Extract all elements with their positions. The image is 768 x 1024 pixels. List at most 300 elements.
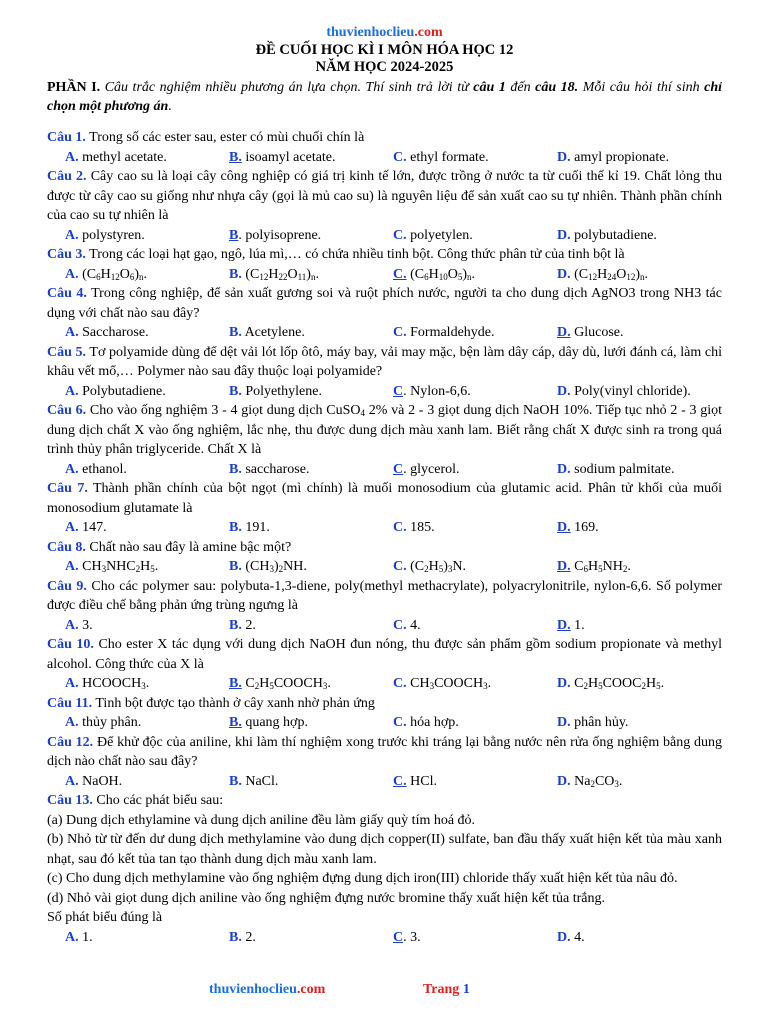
option-letter: C. xyxy=(393,559,407,574)
formula-text: (C xyxy=(82,266,97,282)
option-letter: B. xyxy=(229,149,242,165)
option-letter: B. xyxy=(229,676,242,691)
options-2 xyxy=(47,226,722,246)
formula-subscript: 5 xyxy=(457,271,463,282)
formula-text: . xyxy=(315,266,319,282)
option-b[interactable] xyxy=(229,226,393,246)
option-letter: D. xyxy=(557,383,571,399)
formula-subscript: 3 xyxy=(141,681,146,691)
site-name: thuvienhoclieu xyxy=(326,25,415,40)
question-6 xyxy=(47,401,722,460)
instr-bold: chỉ chọn một phương án xyxy=(47,80,723,114)
formula-subscript: 22 xyxy=(278,271,288,282)
formula-text: N. xyxy=(452,559,467,574)
option-d[interactable] xyxy=(557,674,722,694)
option-d[interactable] xyxy=(557,323,722,343)
option-letter: D. xyxy=(557,929,571,945)
option-text: 3. xyxy=(78,617,93,633)
option-b[interactable] xyxy=(229,928,393,948)
statement-c xyxy=(47,869,722,889)
option-text: Saccharose. xyxy=(78,325,149,340)
options-13 xyxy=(47,928,722,948)
formula-text: ) xyxy=(443,559,448,574)
option-b[interactable] xyxy=(229,713,393,733)
question-label: Câu 5. xyxy=(47,344,87,360)
formula-subscript: 2 xyxy=(424,564,429,574)
option-text: 1. xyxy=(570,617,585,633)
option-text: 191. xyxy=(241,520,270,535)
options-5 xyxy=(47,382,722,402)
option-letter: B. xyxy=(229,929,242,945)
option-letter: C xyxy=(393,461,404,477)
option-text: 2. xyxy=(241,617,256,633)
option-text: Polyethylene. xyxy=(241,383,322,399)
question-text: Trong công nghiệp, để sản xuất gương soi và ruột phích nước, người ta cho dung dịch AgNO3 trong NH3 tác dụng với chất nào sau đây? xyxy=(47,286,722,321)
option-c[interactable] xyxy=(393,382,557,402)
option-letter: A. xyxy=(65,929,79,945)
question-text: Tinh bột được tạo thành ở cây xanh nhờ phản ứng xyxy=(92,695,375,711)
page-indicator xyxy=(423,982,470,998)
option-letter: C. xyxy=(393,520,407,535)
option-text: saccharose. xyxy=(241,461,310,477)
option-text: phân hủy. xyxy=(570,715,629,730)
question-4 xyxy=(47,284,722,323)
option-text: ethanol. xyxy=(78,461,127,477)
options-6 xyxy=(47,460,722,480)
option-d[interactable] xyxy=(557,928,722,948)
formula-subscript: 3 xyxy=(101,564,107,574)
question-text: Tơ polyamide dùng để dệt vải lót lốp ôtô, máy bay, vải may mặc, bện làm dây cáp, dây dù, lưới đánh cá, làm chỉ khâu vết mổ,… Polymer nào sau đây thuộc loại polyamide? xyxy=(47,344,722,379)
question-ask: Số phát biểu đúng là xyxy=(47,910,163,925)
option-formula xyxy=(571,774,623,789)
formula-subscript: n xyxy=(310,271,316,282)
option-c[interactable] xyxy=(393,226,557,246)
statement-b: (b) Nhỏ từ từ đến dư dung dịch methylamine vào dung dịch copper(II) sulfate, ban đầu thấy xuất hiện kết tủa màu xanh nhạt, sau đó kết tủa tan tạo thành dung dịch màu xanh lam. xyxy=(47,832,722,867)
formula-text: . xyxy=(627,559,631,574)
option-c[interactable] xyxy=(393,616,557,636)
question-text: Trong các loại hạt gạo, ngô, lúa mì,… có chứa nhiều tinh bột. Công thức phân tử của tinh bột là xyxy=(85,247,625,262)
option-a[interactable] xyxy=(65,148,229,168)
question-label: Câu 9. xyxy=(47,578,87,594)
option-formula xyxy=(571,676,665,691)
formula-text: C xyxy=(570,559,584,574)
option-text: quang hợp. xyxy=(241,715,308,730)
formula-subscript: 10 xyxy=(438,271,448,282)
statement-d: (d) Nhỏ vài giọt dung dịch aniline vào ống nghiệm đựng nước bromine thấy xuất hiện kết tủa trắng. xyxy=(47,890,605,906)
question-text: Trong số các ester sau, ester có mùi chuối chín là xyxy=(85,130,365,145)
option-a[interactable] xyxy=(65,616,229,636)
option-letter: D. xyxy=(557,715,571,730)
option-d[interactable] xyxy=(557,518,722,538)
formula-subscript: 5 xyxy=(598,564,603,574)
formula-subscript: 2 xyxy=(254,681,260,691)
option-letter: B. xyxy=(229,266,242,282)
option-text: Glucose. xyxy=(570,325,624,340)
option-b[interactable] xyxy=(229,616,393,636)
formula-text: ) xyxy=(273,559,279,574)
formula-subscript: 6 xyxy=(583,564,588,574)
option-letter: A. xyxy=(65,149,79,165)
question-13 xyxy=(47,791,722,811)
option-b[interactable] xyxy=(229,323,393,343)
question-label: Câu 2. xyxy=(47,169,87,184)
formula-text: . xyxy=(154,559,159,574)
option-text: 147. xyxy=(78,520,107,535)
option-formula xyxy=(574,267,648,282)
option-c[interactable] xyxy=(393,557,557,577)
formula-text: (C xyxy=(410,266,425,282)
formula-text: H xyxy=(428,266,439,282)
question-label: Câu 4. xyxy=(47,286,87,301)
option-letter: D. xyxy=(557,461,571,477)
option-text: NaOH. xyxy=(78,773,123,789)
formula-text: CO xyxy=(594,773,615,789)
option-formula xyxy=(410,267,475,282)
option-formula xyxy=(242,559,307,574)
formula-subscript: 6 xyxy=(96,271,101,282)
option-letter: D. xyxy=(557,617,571,633)
footer-site-name: thuvienhoclieu xyxy=(209,982,297,997)
option-letter: D. xyxy=(557,559,571,574)
instr-text: . xyxy=(168,99,172,114)
option-letter: A. xyxy=(65,266,79,282)
question-label: Câu 1. xyxy=(47,130,86,145)
formula-text: CH xyxy=(78,559,102,574)
formula-subscript: 2 xyxy=(641,681,646,691)
option-d[interactable] xyxy=(557,265,722,285)
formula-subscript: 24 xyxy=(607,271,617,282)
option-text: Acetylene. xyxy=(241,325,305,340)
question-12 xyxy=(47,733,722,772)
formula-text: O xyxy=(287,266,298,282)
option-d[interactable] xyxy=(557,557,722,577)
option-d[interactable] xyxy=(557,382,722,402)
formula-subscript: 3 xyxy=(447,564,453,574)
question-label: Câu 10. xyxy=(47,637,94,652)
question-text: Cho các polymer sau: polybuta-1,3-diene, poly(methyl methacrylate), polyacrylonitrile, nylon-6,6. Số polymer được điều chế bằng phản ứng trùng ngưng là xyxy=(47,578,722,613)
option-letter: C xyxy=(393,929,404,945)
option-a[interactable] xyxy=(65,323,229,343)
formula-subscript: 5 xyxy=(438,564,444,574)
formula-text: Na xyxy=(570,773,591,789)
option-formula xyxy=(245,267,319,282)
option-a[interactable] xyxy=(65,265,229,285)
option-letter: A. xyxy=(65,676,79,691)
formula-text: H xyxy=(259,676,270,691)
statement-text: (c) C xyxy=(47,871,76,886)
option-letter: C. xyxy=(393,325,407,340)
formula-subscript: 2 xyxy=(622,564,628,574)
formula-subscript: 6 xyxy=(424,271,429,282)
option-text: 185. xyxy=(406,520,435,535)
formula-text: (C xyxy=(574,266,589,282)
footer-site xyxy=(209,982,325,998)
formula-text: . xyxy=(143,266,148,282)
option-text: . 3. xyxy=(403,929,421,945)
option-text: . polyisoprene. xyxy=(238,227,322,243)
option-letter: C. xyxy=(393,676,407,691)
formula-subscript: 5 xyxy=(269,681,274,691)
formula-text: COOCH xyxy=(434,676,484,691)
formula-text: (CH xyxy=(241,559,270,574)
option-text: sodium palmitate. xyxy=(570,461,675,477)
option-c[interactable] xyxy=(393,713,557,733)
formula-subscript: 2 xyxy=(135,564,141,574)
option-b[interactable] xyxy=(229,518,393,538)
option-letter: B. xyxy=(229,559,242,574)
option-text: polystyren. xyxy=(78,227,145,243)
option-letter: B. xyxy=(229,383,242,399)
option-d[interactable] xyxy=(557,713,722,733)
option-letter: B. xyxy=(229,461,242,477)
question-label: Câu 12. xyxy=(47,734,94,750)
formula-text: . xyxy=(660,676,665,691)
question-label: Câu 11. xyxy=(47,695,93,711)
formula-text: ) xyxy=(635,266,641,282)
formula-text: H xyxy=(597,266,608,282)
option-a[interactable] xyxy=(65,460,229,480)
instr-text: đến xyxy=(505,80,536,95)
option-a[interactable] xyxy=(65,674,229,694)
formula-text: H xyxy=(646,676,657,691)
option-d[interactable] xyxy=(557,772,722,792)
option-a[interactable] xyxy=(65,557,229,577)
option-b[interactable] xyxy=(229,148,393,168)
option-b[interactable] xyxy=(229,460,393,480)
option-formula xyxy=(571,559,631,574)
footer-site-domain: .com xyxy=(296,982,326,997)
formula-subscript: 3 xyxy=(429,681,435,691)
question-1 xyxy=(47,128,722,148)
options-9 xyxy=(47,616,722,636)
instr-text: Mỗi câu hỏi thí sinh xyxy=(578,80,705,95)
options-3 xyxy=(47,265,722,285)
site-header xyxy=(47,24,722,42)
part-label: PHẦN I. xyxy=(47,80,101,95)
option-letter: B. xyxy=(229,715,242,730)
option-text: 4. xyxy=(570,929,585,945)
formula-subscript: 12 xyxy=(259,271,269,282)
question-text: Cho vào ống nghiệm 3 - 4 giọt dung dịch CuSO xyxy=(86,403,361,418)
formula-subscript: 3 xyxy=(483,681,488,691)
formula-text: O xyxy=(447,266,458,282)
formula-text: (C xyxy=(245,266,260,282)
option-c[interactable] xyxy=(393,265,557,285)
formula-subscript: 5 xyxy=(656,681,661,691)
formula-subscript: 2 xyxy=(278,564,284,574)
option-b[interactable] xyxy=(229,674,393,694)
option-text: NaCl. xyxy=(241,773,279,789)
option-d[interactable] xyxy=(557,148,722,168)
formula-subscript: 3 xyxy=(322,681,328,691)
option-c[interactable] xyxy=(393,674,557,694)
formula-text: C xyxy=(570,676,584,691)
option-text: 1. xyxy=(78,929,93,945)
question-text: Thành phần chính của bột ngọt (mì chính) là muối monosodium của glutamic acid. Phân tử khối của muối monosodium glutamate là xyxy=(47,481,722,516)
option-letter: B. xyxy=(229,325,242,340)
formula-text: . xyxy=(644,266,649,282)
formula-text: . xyxy=(618,773,623,789)
formula-subscript: n xyxy=(640,271,645,282)
option-text: 2. xyxy=(241,929,256,945)
option-text: HCl. xyxy=(406,773,437,789)
formula-text: COOCH xyxy=(273,676,323,691)
question-text: Cho các phát biểu sau: xyxy=(92,793,224,808)
option-letter: D. xyxy=(557,149,571,165)
options-12 xyxy=(47,772,722,792)
option-letter: D. xyxy=(557,773,571,789)
option-letter: A. xyxy=(65,520,79,535)
question-11 xyxy=(47,694,722,714)
formula-text: ) xyxy=(462,266,468,282)
option-letter: D. xyxy=(557,676,571,691)
option-formula xyxy=(407,559,466,574)
option-letter: A. xyxy=(65,773,79,789)
option-letter: A. xyxy=(65,559,79,574)
question-5 xyxy=(47,343,722,382)
formula-subscript: 2 xyxy=(583,681,588,691)
option-text: amyl propionate. xyxy=(570,149,669,165)
option-letter: A. xyxy=(65,461,79,477)
option-text: Poly(vinyl chloride). xyxy=(570,383,691,399)
formula-text: ) xyxy=(306,266,311,282)
question-9 xyxy=(47,577,722,616)
formula-text: C xyxy=(241,676,255,691)
option-text: Polybutadiene. xyxy=(78,383,166,399)
option-a[interactable] xyxy=(65,226,229,246)
formula-text: . xyxy=(471,266,476,282)
formula-text: (C xyxy=(406,559,425,574)
option-text: Formaldehyde. xyxy=(406,325,495,340)
option-letter: B. xyxy=(229,773,242,789)
option-text: polyetylen. xyxy=(406,227,473,243)
option-b[interactable] xyxy=(229,382,393,402)
option-b[interactable] xyxy=(229,265,393,285)
option-letter: C. xyxy=(393,773,407,789)
option-letter: B. xyxy=(229,520,242,535)
options-11 xyxy=(47,713,722,733)
formula-text: O xyxy=(616,266,627,282)
option-formula xyxy=(79,676,150,691)
question-text: Cho ester X tác dụng với dung dịch NaOH đun nóng, thu được sản phẩm gồm sodium propionate và methyl alcohol. Công thức của X là xyxy=(47,637,722,672)
instr-bold: câu 1 xyxy=(473,80,506,95)
option-text: thủy phân. xyxy=(78,715,142,730)
formula-subscript: 12 xyxy=(110,271,120,282)
formula-text: H xyxy=(587,559,599,574)
formula-text: HCOOCH xyxy=(78,676,142,691)
formula-subscript: 5 xyxy=(598,681,603,691)
formula-text: COOC xyxy=(602,676,642,691)
question-text: Cây cao su là loại cây công nghiệp có giá trị kinh tế lớn, được trồng ở nước ta từ cuối thế kỉ 19. Chất lỏng thu được từ cây cao su giống như nhựa cây (gọi là mủ cao su) là nguyên liệu để sản xuất cao su tự nhiên. Thành phần chính của cao su tự nhiên là xyxy=(47,169,722,223)
option-a[interactable] xyxy=(65,772,229,792)
option-c[interactable] xyxy=(393,323,557,343)
option-text: methyl acetate. xyxy=(78,149,167,165)
option-letter: A. xyxy=(65,325,79,340)
option-letter: A. xyxy=(65,227,79,243)
formula-text: H xyxy=(100,266,111,282)
spacer xyxy=(47,116,722,128)
option-letter: C. xyxy=(393,715,407,730)
formula-subscript: 2 xyxy=(590,778,595,789)
option-c[interactable] xyxy=(393,148,557,168)
option-letter: D. xyxy=(557,325,571,340)
option-letter: C. xyxy=(393,617,407,633)
option-c[interactable] xyxy=(393,772,557,792)
question-label: Câu 13. xyxy=(47,793,93,808)
question-7 xyxy=(47,479,722,518)
formula-text: O xyxy=(119,266,130,282)
formula-subscript: 11 xyxy=(297,271,307,282)
option-letter: B xyxy=(229,227,239,243)
option-formula xyxy=(79,559,159,574)
formula-text: H xyxy=(268,266,279,282)
option-text: ethyl formate. xyxy=(406,149,489,165)
option-d[interactable] xyxy=(557,226,722,246)
option-c[interactable] xyxy=(393,460,557,480)
option-text: 169. xyxy=(570,520,599,535)
formula-subscript: n xyxy=(467,271,472,282)
site-domain: .com xyxy=(414,25,443,40)
option-a[interactable] xyxy=(65,382,229,402)
option-letter: D. xyxy=(557,227,571,243)
formula-subscript: 5 xyxy=(150,564,155,574)
instr-text: Câu trắc nghiệm nhiều phương án lựa chọn. Thí sinh trả lời từ xyxy=(100,80,474,95)
option-text: . glycerol. xyxy=(403,461,460,477)
question-text: 2% và 2 - 3 giọt dung dịch NaOH 10%. Tiếp tục nhỏ 2 - 3 giọt dung dịch chất X vào ống nghiệm, lắc nhẹ, thu được dung dịch màu xanh lam. Biết rằng chất X được sinh ra trong quá trình thủy phân triglyceride. Chất X là xyxy=(47,403,722,457)
instr-bold: câu 18. xyxy=(535,80,579,95)
option-b[interactable] xyxy=(229,772,393,792)
statement-a: (a) Dung dịch ethylamine và dung dịch aniline đều làm giấy quỳ tím hoá đỏ. xyxy=(47,812,476,828)
question-label: Câu 7. xyxy=(47,481,88,496)
options-8 xyxy=(47,557,722,577)
question-8 xyxy=(47,538,722,558)
exam-title: ĐỀ CUỐI HỌC KÌ I MÔN HÓA HỌC 12 xyxy=(255,42,514,58)
formula-subscript: 3 xyxy=(269,564,274,574)
option-d[interactable] xyxy=(557,460,722,480)
question-label: Câu 8. xyxy=(47,539,86,555)
option-text: isoamyl acetate. xyxy=(241,149,336,165)
question-text: Để khử độc của aniline, khi làm thí nghiệm xong trước khi tráng lại bằng nước nên rửa ống nghiệm bằng dung dịch nào chất nào sau đây? xyxy=(47,734,722,769)
statement-text: ho dung dịch methylamine vào ống nghiệm đựng dung dịch iron(III) chloride thấy xuất hiện kết tủa nâu đỏ. xyxy=(75,871,678,886)
option-formula xyxy=(242,676,331,691)
option-c[interactable] xyxy=(393,518,557,538)
option-a[interactable] xyxy=(65,518,229,538)
options-10 xyxy=(47,674,722,694)
page-number: 1 xyxy=(462,982,470,997)
question-label: Câu 6. xyxy=(47,403,87,418)
option-text: hóa hợp. xyxy=(406,715,459,730)
option-letter: C. xyxy=(393,149,407,165)
option-letter: C. xyxy=(393,266,407,282)
option-letter: D. xyxy=(557,266,571,282)
formula-text: H xyxy=(587,676,599,691)
option-text: 4. xyxy=(406,617,421,633)
option-b[interactable] xyxy=(229,557,393,577)
option-letter: B. xyxy=(229,617,242,633)
option-d[interactable] xyxy=(557,616,722,636)
option-a[interactable] xyxy=(65,928,229,948)
option-a[interactable] xyxy=(65,713,229,733)
option-letter: C xyxy=(393,383,404,399)
option-letter: A. xyxy=(65,617,79,633)
option-text: . Nylon-6,6. xyxy=(403,383,471,399)
page-label: Trang xyxy=(423,982,463,997)
part-instructions xyxy=(47,78,722,116)
option-c[interactable] xyxy=(393,928,557,948)
option-letter: A. xyxy=(65,715,79,730)
options-7 xyxy=(47,518,722,538)
options-1 xyxy=(47,148,722,168)
